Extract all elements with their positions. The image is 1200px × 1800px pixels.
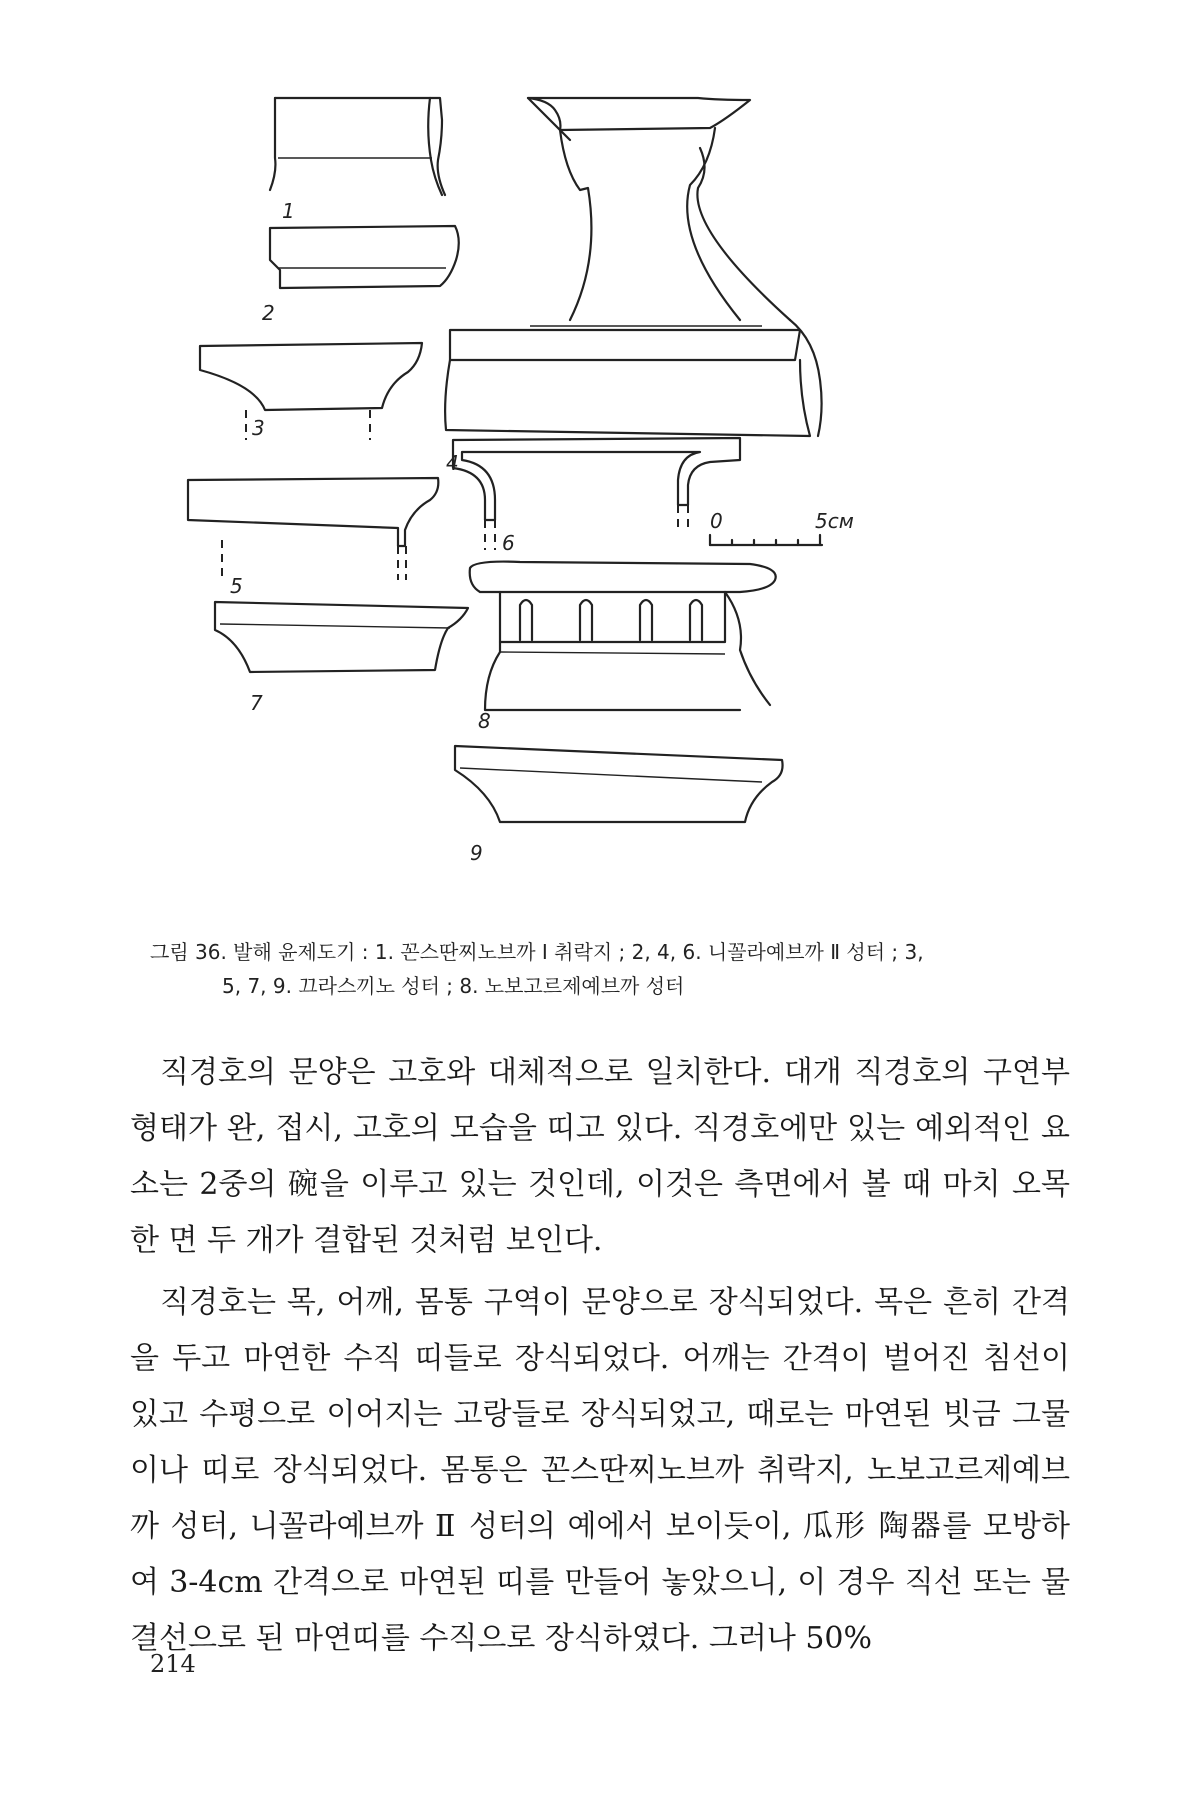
body-text — [130, 1045, 1070, 1673]
sherd-2-drawing — [270, 226, 459, 288]
sherd-6-drawing — [453, 438, 740, 550]
page-number: 214 — [150, 1650, 196, 1678]
sherd-5-drawing — [188, 478, 438, 580]
pottery-figure — [150, 80, 1050, 960]
paragraph-2: 직경호는 목, 어깨, 몸통 구역이 문양으로 장식되었다. 목은 흔히 간격을 두고 마연한 수직 띠들로 장식되었다. 어깨는 간격이 벌어진 침선이 있고 수평으로 이어지는 고랑들로 장식되었고, 때로는 마연된 빗금 그물이나 띠로 장식되었다. 몸통은 꼰스딴찌노브까 취락지, 노보고르제예브까 성터, 니꼴라예브까 Ⅱ 성터의 예에서 보이듯이, 瓜形 陶器를 모방하여 3-4cm 간격으로 마연된 띠를 만들어 놓았으니, 이 경우 직선 또는 물결선으로 된 마연띠를 수직으로 장식하였다. 그러나 50% — [130, 1285, 1070, 1656]
sherd-7-drawing — [215, 602, 468, 672]
caption-line-2: 5, 7, 9. 끄라스끼노 성터 ; 8. 노보고르제예브까 성터 — [222, 974, 685, 998]
caption-line-1: 그림 36. 발해 윤제도기 : 1. 꼰스딴찌노브까 Ⅰ 취락지 ; 2, 4, 6. 니꼴라예브까 Ⅱ 성터 ; 3, — [150, 940, 924, 964]
figure-label-9: 9 — [470, 841, 483, 865]
figure-label-2: 2 — [262, 301, 275, 325]
pottery-drawings — [150, 80, 1050, 960]
sherd-3-drawing — [200, 343, 422, 440]
vessel-8-drawing — [470, 562, 776, 710]
figure-label-4: 4 — [446, 451, 459, 475]
scale-length-label: 5см — [815, 509, 854, 533]
figure-caption — [150, 935, 1080, 1003]
sherd-1-drawing — [270, 98, 445, 195]
sherd-9-drawing — [455, 746, 783, 822]
figure-label-3: 3 — [252, 416, 265, 440]
scale-bar — [710, 535, 822, 545]
figure-label-5: 5 — [230, 574, 243, 598]
figure-label-1: 1 — [282, 199, 295, 223]
figure-label-6: 6 — [502, 531, 515, 555]
scale-zero-label: 0 — [710, 509, 723, 533]
figure-label-8: 8 — [478, 709, 491, 733]
vessel-4-drawing — [445, 98, 821, 436]
figure-label-7: 7 — [250, 691, 263, 715]
paragraph-1: 직경호의 문양은 고호와 대체적으로 일치한다. 대개 직경호의 구연부 형태가 완, 접시, 고호의 모습을 띠고 있다. 직경호에만 있는 예외적인 요소는 2중의 碗을 이루고 있는 것인데, 이것은 측면에서 볼 때 마치 오목한 면 두 개가 결합된 것처럼 보인다. — [130, 1055, 1070, 1258]
